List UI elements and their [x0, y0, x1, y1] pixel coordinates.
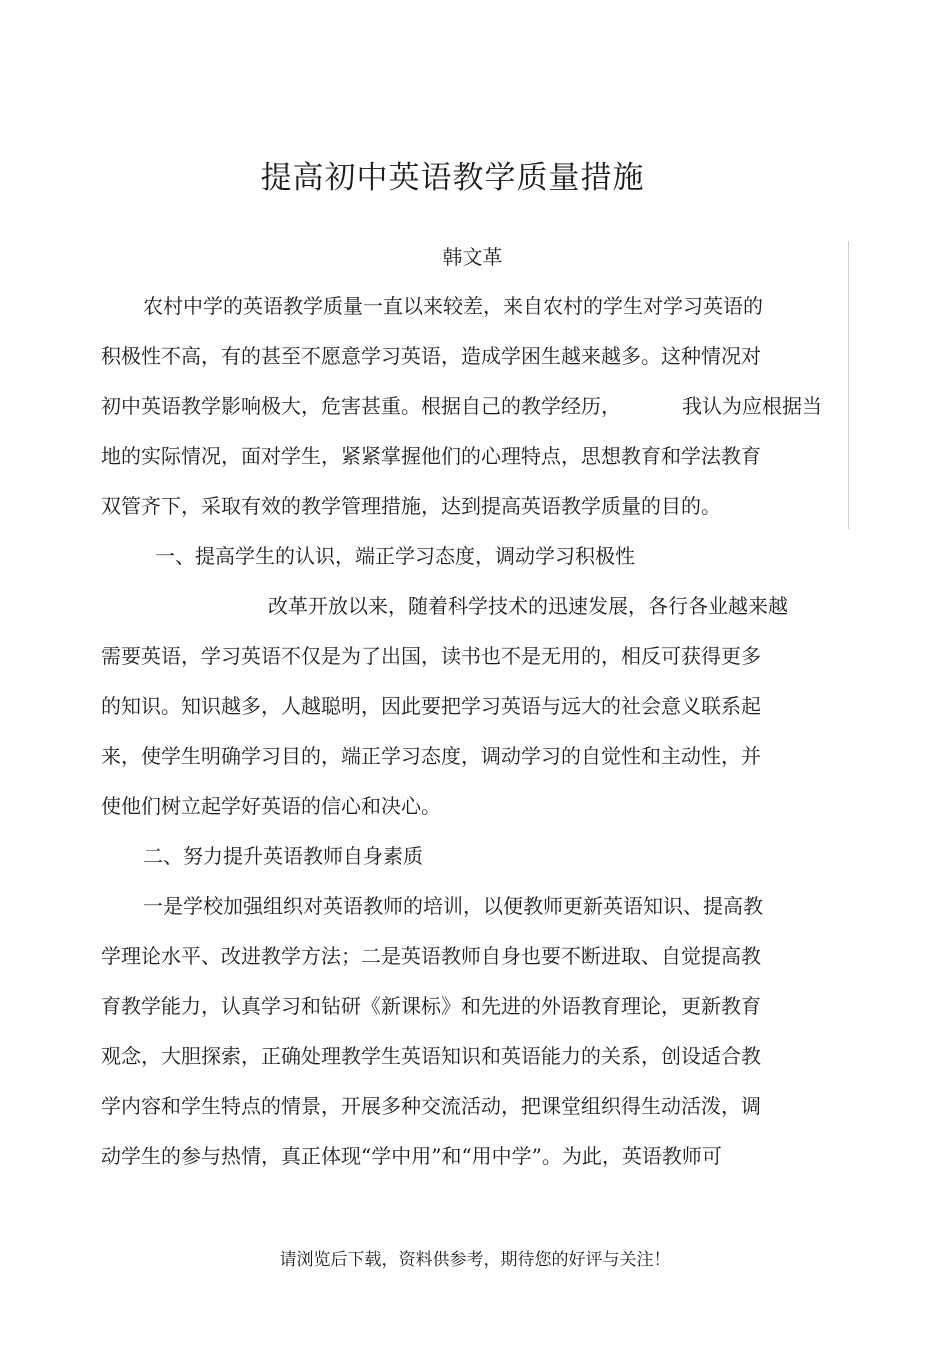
document-author: 韩文革 — [442, 245, 503, 269]
section-heading: 一、提高学生的认识，端正学习态度，调动学习积极性 — [155, 544, 635, 568]
text-line: 农村中学的英语教学质量一直以来较差，来自农村的学生对学习英语的 — [143, 294, 763, 318]
text-line: 双管齐下，采取有效的教学管理措施，达到提高英语教学质量的目的。 — [101, 494, 721, 518]
document-title: 提高初中英语教学质量措施 — [260, 160, 645, 196]
text-line: 来，使学生明确学习目的，端正学习态度，调动学习的自觉性和主动性，并 — [101, 744, 761, 768]
section-heading: 二、努力提升英语教师自身素质 — [143, 844, 423, 868]
text-line: 初中英语教学影响极大，危害甚重。根据自己的教学经历， — [101, 394, 621, 418]
margin-rule — [848, 241, 849, 529]
text-line: 使他们树立起学好英语的信心和决心。 — [101, 794, 441, 818]
text-line: 动学生的参与热情，真正体现“学中用”和“用中学”。为此，英语教师可 — [101, 1144, 722, 1168]
text-line: 地的实际情况，面对学生，紧紧掌握他们的心理特点，思想教育和学法教育 — [101, 444, 761, 468]
text-line: 学内容和学生特点的情景，开展多种交流活动，把课堂组织得生动活泼，调 — [101, 1094, 761, 1118]
text-line: 一是学校加强组织对英语教师的培训，以便教师更新英语知识、提高教 — [143, 894, 763, 918]
text-line: 积极性不高，有的甚至不愿意学习英语，造成学困生越来越多。这种情况对 — [101, 344, 761, 368]
text-line: 育教学能力，认真学习和钻研《新课标》和先进的外语教育理论，更新教育 — [101, 994, 761, 1018]
text-line: 改革开放以来，随着科学技术的迅速发展，各行各业越来越 — [268, 594, 788, 618]
text-line: 需要英语，学习英语不仅是为了出国，读书也不是无用的，相反可获得更多 — [101, 644, 761, 668]
text-line: 观念，大胆探索，正确处理教学生英语知识和英语能力的关系，创设适合教 — [101, 1044, 761, 1068]
text-line: 学理论水平、改进教学方法；二是英语教师自身也要不断进取、自觉提高教 — [101, 944, 761, 968]
document-footer: 请浏览后下载，资料供参考，期待您的好评与关注！ — [279, 1250, 671, 1270]
text-line: 的知识。知识越多，人越聪明，因此要把学习英语与远大的社会意义联系起 — [101, 694, 761, 718]
text-line: 我认为应根据当 — [682, 394, 822, 418]
